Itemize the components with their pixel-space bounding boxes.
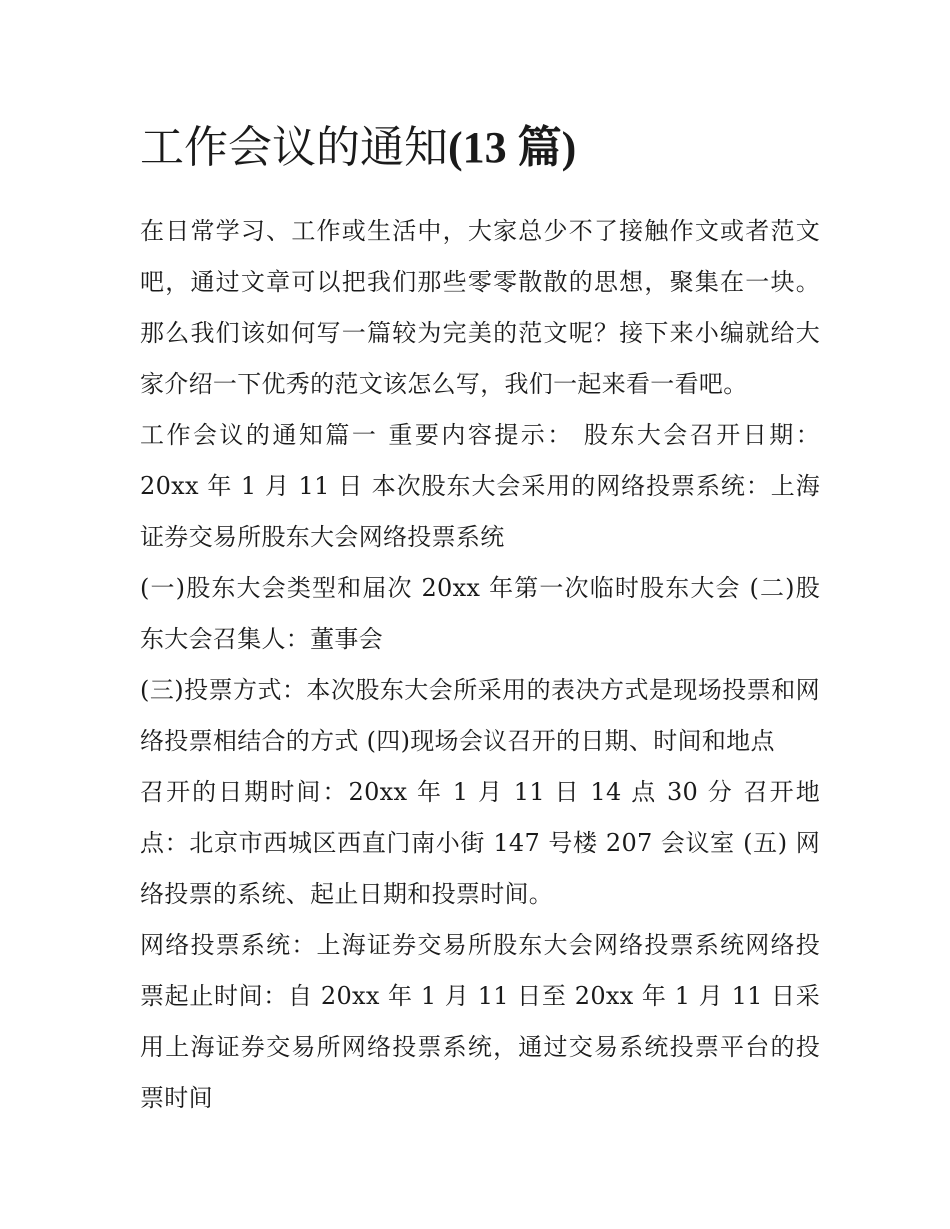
paragraph-voting-method: (三)投票方式：本次股东大会所采用的表决方式是现场投票和网络投票相结合的方式 (四)现场会议召开的日期、时间和地点 bbox=[140, 676, 820, 755]
paragraph-meeting-type: (一)股东大会类型和届次 20xx 年第一次临时股东大会 (二)股东大会召集人：董事会 bbox=[140, 574, 820, 653]
document-title bbox=[140, 110, 820, 186]
document-page bbox=[140, 110, 820, 1124]
paragraph-notice-summary: 工作会议的通知篇一 重要内容提示： 股东大会召开日期：20xx 年 1 月 11 日 本次股东大会采用的网络投票系统：上海证券交易所股东大会网络投票系统 bbox=[140, 421, 820, 551]
paragraph-online-voting: 网络投票系统：上海证券交易所股东大会网络投票系统网络投票起止时间：自 20xx 年 1 月 11 日至 20xx 年 1 月 11 日采用上海证券交易所网络投票系统，通过交易系统投票平台的投票时间 bbox=[140, 931, 820, 1112]
paragraph-intro: 在日常学习、工作或生活中，大家总少不了接触作文或者范文吧，通过文章可以把我们那些零零散散的思想，聚集在一块。那么我们该如何写一篇较为完美的范文呢？接下来小编就给大家介绍一下优秀的范文该怎么写，我们一起来看一看吧。 bbox=[140, 217, 820, 398]
paragraph-meeting-time-place: 召开的日期时间：20xx 年 1 月 11 日 14 点 30 分 召开地点：北京市西城区西直门南小街 147 号楼 207 会议室 (五) 网络投票的系统、起止日期和投票时间。 bbox=[140, 778, 820, 908]
document-title-text: 工作会议的通知 bbox=[140, 122, 448, 173]
document-title-count: (13 篇) bbox=[448, 123, 577, 172]
